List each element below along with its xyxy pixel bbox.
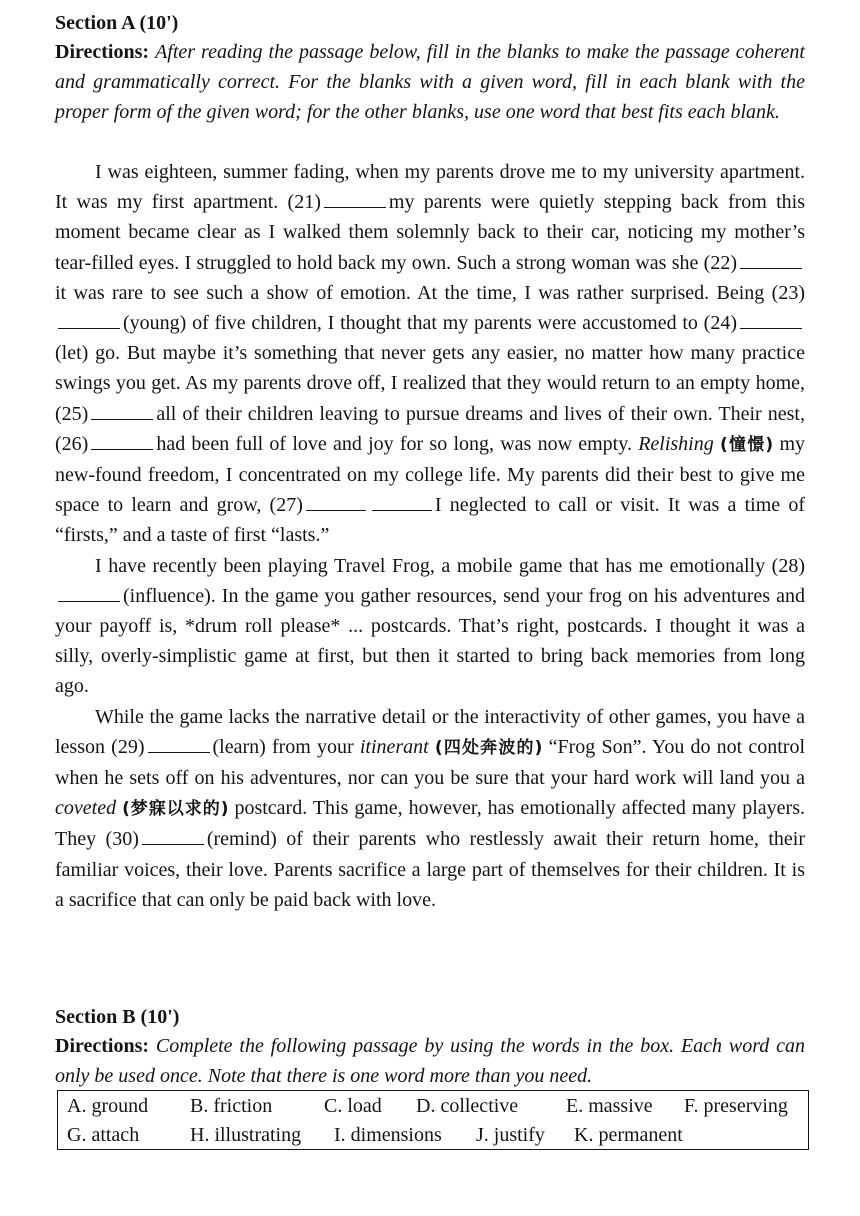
word-box — [57, 1090, 809, 1150]
blank-27b[interactable] — [372, 494, 432, 511]
passage-text: (influence). In the game you gather resources, send your frog on his adventures and your payoff is, *drum roll please* ... postcards. That’s right, postcards. I thought it was a silly, overly-simplistic game at first, but then it started to bring back memories from long ago. — [55, 584, 805, 698]
passage-text: (young) of five children, I thought that my parents were accustomed to (24) — [123, 312, 737, 335]
coveted-gloss: (梦寐以求的) — [122, 799, 229, 820]
word-option-h: H. illustrating — [190, 1124, 302, 1146]
blank-30[interactable] — [142, 828, 204, 845]
word-option-f: F. preserving — [684, 1095, 788, 1117]
blank-21[interactable] — [324, 191, 386, 208]
passage-text: (learn) from your — [212, 735, 354, 758]
blank-22[interactable] — [740, 252, 802, 269]
blank-23[interactable] — [58, 312, 120, 329]
passage-paragraph-3 — [55, 702, 805, 915]
word-option-k: K. permanent — [574, 1124, 683, 1146]
directions-text: Complete the following passage by using the words in the box. Each word can only be used once. Note that there is one word more than you need. — [55, 1035, 805, 1087]
passage-text: my parents were quietly stepping back from this moment became clear as I walked them solemnly back to their car, noticing my mother’s tear-filled eyes. I struggled to hold back my own. Such a strong woman was she (22) — [55, 191, 806, 274]
passage-text: postcard. This game, however, has emotionally affected many players. They (30) — [55, 797, 805, 851]
passage-text: (remind) of their parents who restlessly await their return home, their familiar voices, their love. Parents sacrifice a large part of themselves for their children. It is a sacrifice that can only be paid back with love. — [55, 828, 805, 911]
section-b-heading: Section B (10') — [55, 1006, 180, 1028]
word-option-j: J. justify — [476, 1124, 545, 1146]
section-b-directions — [55, 1031, 805, 1091]
blank-28[interactable] — [58, 585, 120, 602]
blank-29[interactable] — [148, 736, 210, 753]
word-option-e: E. massive — [566, 1095, 653, 1117]
section-a-passage — [55, 157, 805, 915]
passage-text: “Frog Son”. You do not control when he sets off on his adventures, nor can you be sure that your hard work will land you a — [55, 735, 806, 790]
word-option-i: I. dimensions — [334, 1124, 442, 1146]
blank-24[interactable] — [740, 312, 802, 329]
itinerant-term: itinerant — [359, 735, 429, 758]
passage-text: my new-found freedom, I concentrated on my college life. My parents did their best to give me space to learn and grow, (27) — [55, 432, 805, 517]
word-box-row — [58, 1092, 808, 1121]
passage-paragraph-2 — [55, 551, 805, 702]
passage-text: it was rare to see such a show of emotion. At the time, I was rather surprised. Being (23) — [55, 281, 805, 304]
section-a-directions — [55, 37, 805, 127]
blank-25[interactable] — [91, 403, 153, 420]
word-box-row — [58, 1121, 808, 1150]
coveted-term: coveted — [55, 797, 117, 820]
passage-text: I neglected to call or visit. It was a time of “firsts,” and a taste of first “lasts.” — [55, 494, 805, 547]
blank-27a[interactable] — [306, 494, 366, 511]
word-option-b: B. friction — [190, 1095, 273, 1117]
section-a-heading: Section A (10') — [55, 12, 179, 34]
word-option-c: C. load — [324, 1095, 382, 1117]
passage-text: all of their children leaving to pursue dreams and lives of their own. Their nest, (26) — [55, 402, 805, 455]
passage-text: had been full of love and joy for so long, was now empty. — [156, 432, 632, 455]
itinerant-gloss: (四处奔波的) — [434, 737, 543, 758]
directions-text: After reading the passage below, fill in the blanks to make the passage coherent and grammatically correct. For the blanks with a given word, fill in each blank with the proper form of the given word; for the other blanks, use one word that best fits each blank. — [55, 41, 805, 123]
directions-label: Directions: — [55, 1035, 150, 1057]
passage-text: I have recently been playing Travel Frog, a mobile game that has me emotionally (28) — [95, 554, 805, 577]
passage-text: I was eighteen, summer fading, when my parents drove me to my university apartment. It was my first apartment. (21) — [55, 161, 805, 214]
word-option-d: D. collective — [416, 1095, 519, 1117]
passage-text: While the game lacks the narrative detail or the interactivity of other games, you have a lesson (29) — [55, 705, 805, 758]
directions-label: Directions: — [55, 41, 150, 63]
passage-paragraph-1 — [55, 157, 805, 551]
word-option-a: A. ground — [67, 1095, 149, 1117]
word-option-g: G. attach — [67, 1124, 140, 1146]
relishing-term: Relishing — [638, 432, 714, 455]
blank-26[interactable] — [91, 433, 153, 450]
relishing-gloss: (憧憬) — [719, 434, 774, 455]
passage-text: (let) go. But maybe it’s something that never gets any easier, no matter how many practice swings you get. As my parents drove off, I realized that they would return to an empty home, (25) — [55, 342, 805, 425]
